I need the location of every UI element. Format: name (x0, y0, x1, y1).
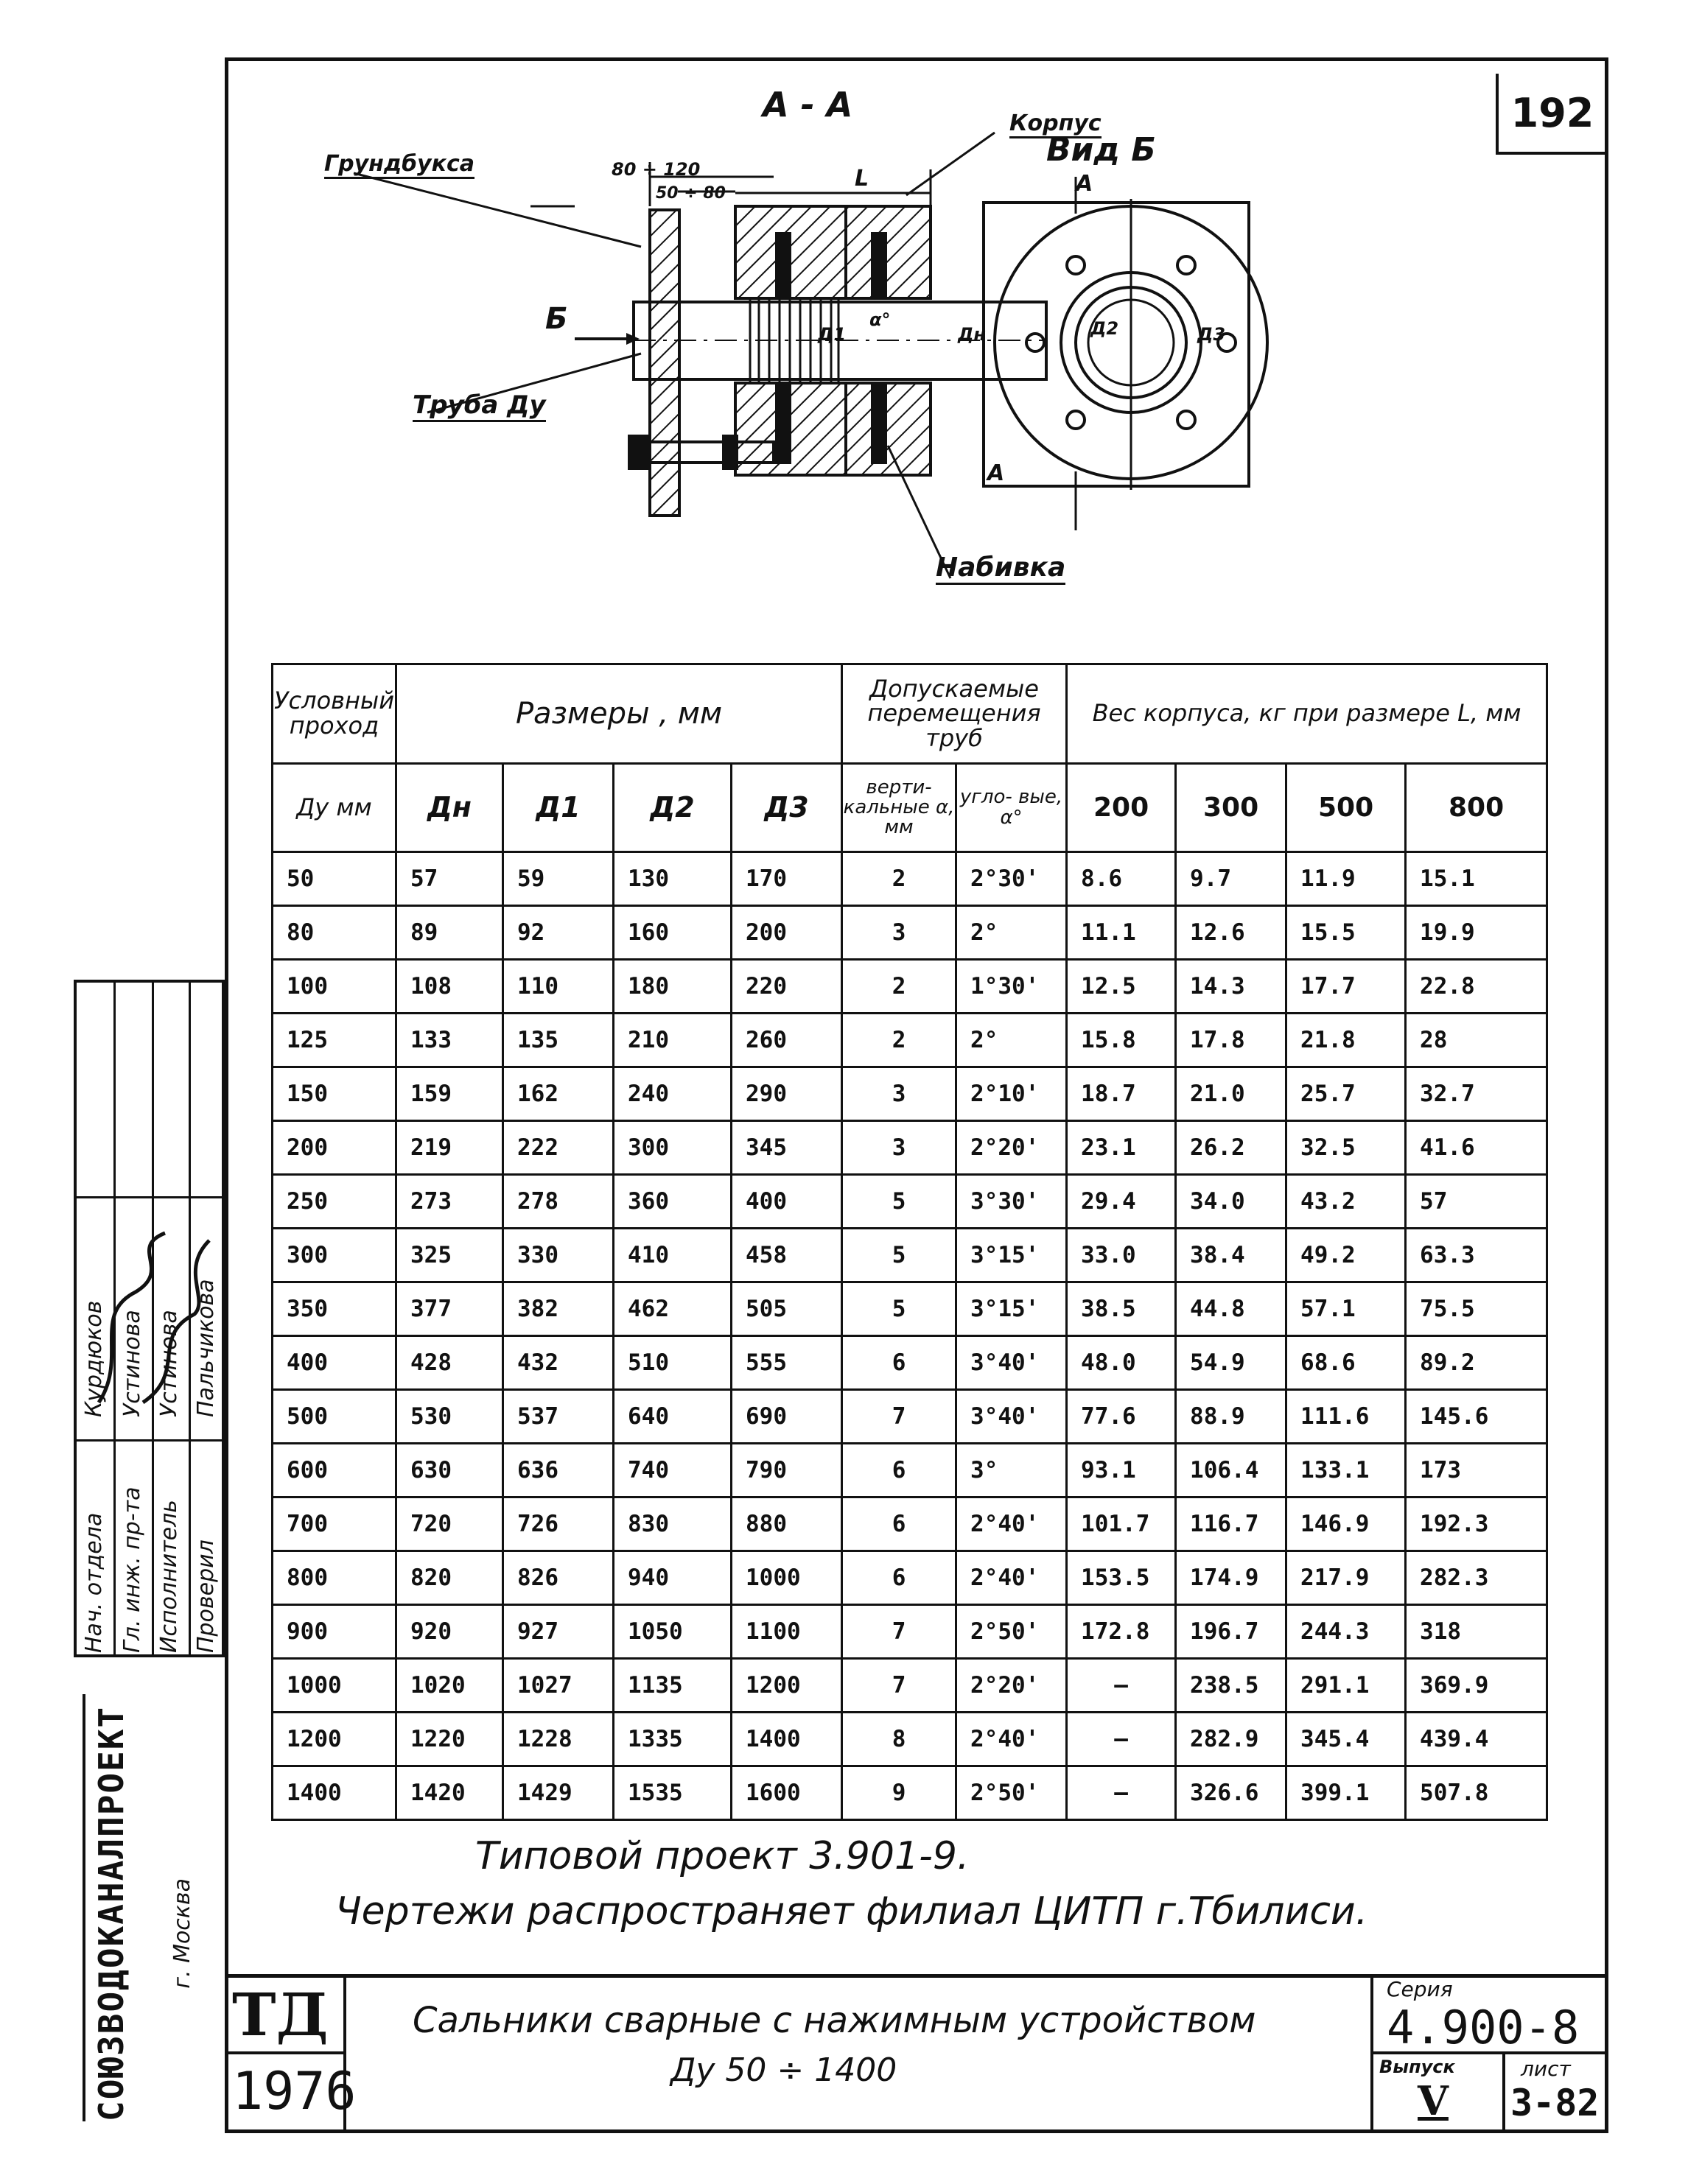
header-bore-unit: Ду мм (273, 764, 396, 852)
table-row (273, 1713, 1547, 1766)
series-cell (1370, 1974, 1608, 2133)
table-cell: 170 (732, 852, 842, 906)
table-cell: 162 (503, 1067, 614, 1121)
table-cell: 940 (614, 1551, 732, 1605)
table-cell: 1400 (732, 1713, 842, 1766)
table-cell: 7 (842, 1659, 956, 1713)
table-cell: 2°10' (956, 1067, 1067, 1121)
table-cell: 6 (842, 1551, 956, 1605)
table-cell: 3 (842, 1121, 956, 1175)
table-cell: 432 (503, 1336, 614, 1390)
table-cell: 210 (614, 1014, 732, 1067)
table-cell: 153.5 (1067, 1551, 1176, 1605)
sheet-label: лист (1521, 2057, 1571, 2081)
table-cell: 88.9 (1176, 1390, 1286, 1444)
table-cell: 720 (396, 1497, 503, 1551)
dim-inner: 50 ÷ 80 (656, 184, 726, 203)
table-cell: 325 (396, 1229, 503, 1282)
table-cell: 5 (842, 1282, 956, 1336)
issue-value: V (1418, 2077, 1449, 2124)
dim-d2: Д2 (1090, 318, 1119, 339)
table-cell: 1027 (503, 1659, 614, 1713)
table-cell: 111.6 (1286, 1390, 1406, 1444)
table-cell: 92 (503, 906, 614, 960)
table-cell: 1535 (614, 1766, 732, 1820)
table-cell: 636 (503, 1444, 614, 1497)
table-cell: 2°40' (956, 1713, 1067, 1766)
table-cell: 399.1 (1286, 1766, 1406, 1820)
table-cell: 200 (273, 1121, 396, 1175)
table-cell: 3° (956, 1444, 1067, 1497)
table-cell: 28 (1406, 1014, 1547, 1067)
table-cell: 15.1 (1406, 852, 1547, 906)
dim-d1: Д1 (818, 324, 847, 345)
table-cell: 640 (614, 1390, 732, 1444)
title-line-2: Ду 50 ÷ 1400 (670, 2051, 897, 2089)
table-cell: 400 (273, 1336, 396, 1390)
table-cell: 345.4 (1286, 1713, 1406, 1766)
header-w300: 300 (1176, 764, 1286, 852)
table-cell: 330 (503, 1229, 614, 1282)
table-cell: 63.3 (1406, 1229, 1547, 1282)
table-cell: 2°40' (956, 1551, 1067, 1605)
note-distribution: Чертежи распространяет филиал ЦИТП г.Тбилиси. (335, 1889, 1368, 1934)
table-cell: 377 (396, 1282, 503, 1336)
table-cell: 50 (273, 852, 396, 906)
table-cell: 300 (614, 1121, 732, 1175)
table-cell: 290 (732, 1067, 842, 1121)
table-cell: 537 (503, 1390, 614, 1444)
table-cell: 2 (842, 960, 956, 1014)
table-cell: 75.5 (1406, 1282, 1547, 1336)
table-cell: 19.9 (1406, 906, 1547, 960)
table-cell: 44.8 (1176, 1282, 1286, 1336)
table-cell: 1135 (614, 1659, 732, 1713)
table-cell: 238.5 (1176, 1659, 1286, 1713)
table-cell: 740 (614, 1444, 732, 1497)
stamp-role-1: Нач. отдела (81, 1512, 107, 1653)
table-row (273, 1497, 1547, 1551)
table-cell: 2°50' (956, 1605, 1067, 1659)
table-cell: 1050 (614, 1605, 732, 1659)
table-cell: 48.0 (1067, 1336, 1176, 1390)
table-cell: 439.4 (1406, 1713, 1547, 1766)
table-cell: 54.9 (1176, 1336, 1286, 1390)
table-row (273, 1229, 1547, 1282)
table-cell: 826 (503, 1551, 614, 1605)
table-cell: 1228 (503, 1713, 614, 1766)
table-cell: 458 (732, 1229, 842, 1282)
table-cell: 900 (273, 1605, 396, 1659)
table-cell: 244.3 (1286, 1605, 1406, 1659)
table-cell: 1420 (396, 1766, 503, 1820)
table-cell: 160 (614, 906, 732, 960)
header-sizes: Размеры , мм (396, 664, 842, 764)
table-row (273, 1390, 1547, 1444)
table-cell: 133.1 (1286, 1444, 1406, 1497)
table-cell: 1°30' (956, 960, 1067, 1014)
label-pipe: Труба Ду (413, 390, 546, 422)
table-cell: 530 (396, 1390, 503, 1444)
table-cell: 410 (614, 1229, 732, 1282)
table-cell: 125 (273, 1014, 396, 1067)
table-cell: 240 (614, 1067, 732, 1121)
table-cell: 2° (956, 1014, 1067, 1067)
table-cell: 3°30' (956, 1175, 1067, 1229)
stamp-role-3: Исполнитель (156, 1500, 182, 1653)
table-cell: 217.9 (1286, 1551, 1406, 1605)
stamp-name-4: Пальчикова (193, 1279, 219, 1417)
header-weight: Вес корпуса, кг при размере L, мм (1067, 664, 1547, 764)
table-cell: 2°20' (956, 1659, 1067, 1713)
table-cell: 172.8 (1067, 1605, 1176, 1659)
table-cell: 21.8 (1286, 1014, 1406, 1067)
table-cell: 1020 (396, 1659, 503, 1713)
table-cell: 89.2 (1406, 1336, 1547, 1390)
table-cell: 273 (396, 1175, 503, 1229)
stamp-name-1: Курдюков (81, 1300, 107, 1417)
table-cell: 130 (614, 852, 732, 906)
table-cell: 33.0 (1067, 1229, 1176, 1282)
table-cell: 2 (842, 852, 956, 906)
table-cell: 726 (503, 1497, 614, 1551)
table-cell: 3°40' (956, 1336, 1067, 1390)
table-cell: 690 (732, 1390, 842, 1444)
table-cell: 820 (396, 1551, 503, 1605)
org-name: СОЮЗВОДОКАНАЛПРОЕКТ (83, 1694, 131, 2121)
td-cell (225, 1974, 357, 2133)
table-cell: 500 (273, 1390, 396, 1444)
table-cell: 180 (614, 960, 732, 1014)
table-row (273, 1336, 1547, 1390)
table-cell: 196.7 (1176, 1605, 1286, 1659)
table-cell: 927 (503, 1605, 614, 1659)
table-row (273, 1282, 1547, 1336)
table-row (273, 1175, 1547, 1229)
table-cell: 1429 (503, 1766, 614, 1820)
table-cell: 278 (503, 1175, 614, 1229)
table-cell: 2°50' (956, 1766, 1067, 1820)
table-row (273, 906, 1547, 960)
table-cell: 2°30' (956, 852, 1067, 906)
table-cell: 2°40' (956, 1497, 1067, 1551)
dim-length: L (855, 166, 869, 192)
table-cell: — (1067, 1659, 1176, 1713)
table-cell: 3°15' (956, 1229, 1067, 1282)
table-row (273, 1121, 1547, 1175)
table-row (273, 1659, 1547, 1713)
table-cell: 17.7 (1286, 960, 1406, 1014)
label-cut-a-bottom: А (987, 460, 1005, 486)
table-cell: 59 (503, 852, 614, 906)
angle-label: α° (869, 309, 891, 330)
table-cell: 1400 (273, 1766, 396, 1820)
table-row (273, 1766, 1547, 1820)
table-cell: 89 (396, 906, 503, 960)
table-cell: 3 (842, 1067, 956, 1121)
table-cell: 49.2 (1286, 1229, 1406, 1282)
table-cell: 6 (842, 1497, 956, 1551)
label-packing: Набивка (936, 552, 1065, 585)
table-cell: 57.1 (1286, 1282, 1406, 1336)
table-cell: 510 (614, 1336, 732, 1390)
stamp-role-4: Проверил (193, 1539, 219, 1653)
table-cell: 101.7 (1067, 1497, 1176, 1551)
table-cell: 222 (503, 1121, 614, 1175)
table-cell: 382 (503, 1282, 614, 1336)
table-cell: 1100 (732, 1605, 842, 1659)
table-cell: 8 (842, 1713, 956, 1766)
header-dh: Дн (396, 764, 503, 852)
signatures (84, 1226, 217, 1417)
header-d2: Д2 (614, 764, 732, 852)
issue-label: Выпуск (1379, 2057, 1455, 2077)
table-cell: 630 (396, 1444, 503, 1497)
table-cell: 23.1 (1067, 1121, 1176, 1175)
series-value: 4.900-8 (1387, 2001, 1580, 2054)
table-cell: — (1067, 1713, 1176, 1766)
table-cell: 507.8 (1406, 1766, 1547, 1820)
table-cell: 68.6 (1286, 1336, 1406, 1390)
table-cell: 1200 (732, 1659, 842, 1713)
table-cell: 1200 (273, 1713, 396, 1766)
table-cell: 17.8 (1176, 1014, 1286, 1067)
header-nominal-bore: Условный проход (273, 664, 396, 764)
table-cell: 7 (842, 1605, 956, 1659)
table-cell: 135 (503, 1014, 614, 1067)
header-d1: Д1 (503, 764, 614, 852)
table-cell: 350 (273, 1282, 396, 1336)
table-cell: 790 (732, 1444, 842, 1497)
table-cell: 1220 (396, 1713, 503, 1766)
table-cell: 174.9 (1176, 1551, 1286, 1605)
table-cell: 345 (732, 1121, 842, 1175)
table-row (273, 1014, 1547, 1067)
label-cut-a-top: А (1076, 171, 1093, 197)
table-cell: 6 (842, 1336, 956, 1390)
stamp-role-2: Гл. инж. пр-та (119, 1486, 145, 1653)
table-row (273, 1444, 1547, 1497)
table-cell: 920 (396, 1605, 503, 1659)
table-cell: 38.5 (1067, 1282, 1176, 1336)
table-cell: 18.7 (1067, 1067, 1176, 1121)
table-cell: 300 (273, 1229, 396, 1282)
table-cell: 21.0 (1176, 1067, 1286, 1121)
series-label: Серия (1387, 1977, 1453, 2001)
table-cell: 220 (732, 960, 842, 1014)
dim-d3: Д3 (1197, 324, 1226, 345)
table-cell: 9 (842, 1766, 956, 1820)
table-row (273, 1605, 1547, 1659)
year: 1976 (232, 2061, 357, 2121)
table-cell: 555 (732, 1336, 842, 1390)
table-cell: 106.4 (1176, 1444, 1286, 1497)
stamp-name-2: Устинова (119, 1310, 145, 1417)
header-w800: 800 (1406, 764, 1547, 852)
table-cell: 14.3 (1176, 960, 1286, 1014)
table-cell: 116.7 (1176, 1497, 1286, 1551)
table-cell: 173 (1406, 1444, 1547, 1497)
table-cell: 26.2 (1176, 1121, 1286, 1175)
table-cell: 400 (732, 1175, 842, 1229)
table-cell: 11.1 (1067, 906, 1176, 960)
table-cell: 57 (1406, 1175, 1547, 1229)
table-row (273, 960, 1547, 1014)
table-cell: 22.8 (1406, 960, 1547, 1014)
table-cell: 3 (842, 906, 956, 960)
table-cell: 282.9 (1176, 1713, 1286, 1766)
table-cell: 1600 (732, 1766, 842, 1820)
table-cell: 700 (273, 1497, 396, 1551)
header-w500: 500 (1286, 764, 1406, 852)
table-row (273, 852, 1547, 906)
table-cell: 1000 (273, 1659, 396, 1713)
sheet-number: 192 (1496, 74, 1606, 155)
table-cell: 200 (732, 906, 842, 960)
table-cell: 77.6 (1067, 1390, 1176, 1444)
table-cell: 6 (842, 1444, 956, 1497)
table-cell: 800 (273, 1551, 396, 1605)
table-cell: 32.5 (1286, 1121, 1406, 1175)
org-city: г. Москва (169, 1878, 195, 1989)
table-cell: 25.7 (1286, 1067, 1406, 1121)
table-cell: 108 (396, 960, 503, 1014)
table-cell: 43.2 (1286, 1175, 1406, 1229)
table-cell: 219 (396, 1121, 503, 1175)
table-cell: 505 (732, 1282, 842, 1336)
table-cell: 32.7 (1406, 1067, 1547, 1121)
header-angular: угло- вые, α° (956, 764, 1067, 852)
header-d3: Д3 (732, 764, 842, 852)
table-cell: 830 (614, 1497, 732, 1551)
header-movements: Допускаемые перемещения труб (842, 664, 1067, 764)
table-cell: 29.4 (1067, 1175, 1176, 1229)
table-cell: 7 (842, 1390, 956, 1444)
table-cell: 80 (273, 906, 396, 960)
label-gland-bushing: Грундбукса (324, 151, 474, 179)
spec-table (271, 663, 1548, 1821)
table-cell: 93.1 (1067, 1444, 1176, 1497)
dim-dh: Дн (958, 324, 986, 345)
table-cell: 145.6 (1406, 1390, 1547, 1444)
stamp-name-3: Устинова (156, 1310, 182, 1417)
section-label: А - А (763, 85, 853, 124)
table-cell: 260 (732, 1014, 842, 1067)
table-cell: 2 (842, 1014, 956, 1067)
label-arrow-b: Б (545, 302, 568, 336)
table-cell: 8.6 (1067, 852, 1176, 906)
table-cell: 15.8 (1067, 1014, 1176, 1067)
td-label: ТД (232, 1980, 329, 2049)
table-cell: 1335 (614, 1713, 732, 1766)
table-cell: 428 (396, 1336, 503, 1390)
table-cell: 38.4 (1176, 1229, 1286, 1282)
header-vertical: верти- кальные α, мм (842, 764, 956, 852)
table-cell: 318 (1406, 1605, 1547, 1659)
table-cell: 146.9 (1286, 1497, 1406, 1551)
table-cell: 57 (396, 852, 503, 906)
table-cell: 11.9 (1286, 852, 1406, 906)
table-cell: 9.7 (1176, 852, 1286, 906)
table-cell: 110 (503, 960, 614, 1014)
table-cell: 1000 (732, 1551, 842, 1605)
table-cell: 34.0 (1176, 1175, 1286, 1229)
table-cell: 3°40' (956, 1390, 1067, 1444)
table-cell: 880 (732, 1497, 842, 1551)
table-row (273, 1067, 1547, 1121)
view-label: Вид Б (1046, 131, 1156, 169)
table-cell: 12.5 (1067, 960, 1176, 1014)
table-cell: 5 (842, 1229, 956, 1282)
header-w200: 200 (1067, 764, 1176, 852)
table-cell: 600 (273, 1444, 396, 1497)
table-cell: 5 (842, 1175, 956, 1229)
table-cell: 326.6 (1176, 1766, 1286, 1820)
table-cell: 15.5 (1286, 906, 1406, 960)
table-cell: 282.3 (1406, 1551, 1547, 1605)
table-cell: 100 (273, 960, 396, 1014)
dim-outer: 80 ÷ 120 (612, 159, 701, 180)
title-line-1: Сальники сварные с нажимным устройством (413, 2000, 1256, 2041)
approval-stamp (74, 980, 225, 1657)
note-project: Типовой проект 3.901-9. (475, 1834, 970, 1878)
table-cell: 159 (396, 1067, 503, 1121)
table-cell: 250 (273, 1175, 396, 1229)
table-cell: 192.3 (1406, 1497, 1547, 1551)
table-cell: 462 (614, 1282, 732, 1336)
sheet-value: 3-82 (1510, 2082, 1600, 2124)
table-cell: 3°15' (956, 1282, 1067, 1336)
table-row (273, 1551, 1547, 1605)
table-cell: — (1067, 1766, 1176, 1820)
table-cell: 369.9 (1406, 1659, 1547, 1713)
table-cell: 291.1 (1286, 1659, 1406, 1713)
table-cell: 360 (614, 1175, 732, 1229)
table-cell: 2°20' (956, 1121, 1067, 1175)
table-cell: 41.6 (1406, 1121, 1547, 1175)
table-cell: 133 (396, 1014, 503, 1067)
label-housing: Корпус (1009, 110, 1102, 138)
table-cell: 150 (273, 1067, 396, 1121)
table-cell: 12.6 (1176, 906, 1286, 960)
table-cell: 2° (956, 906, 1067, 960)
